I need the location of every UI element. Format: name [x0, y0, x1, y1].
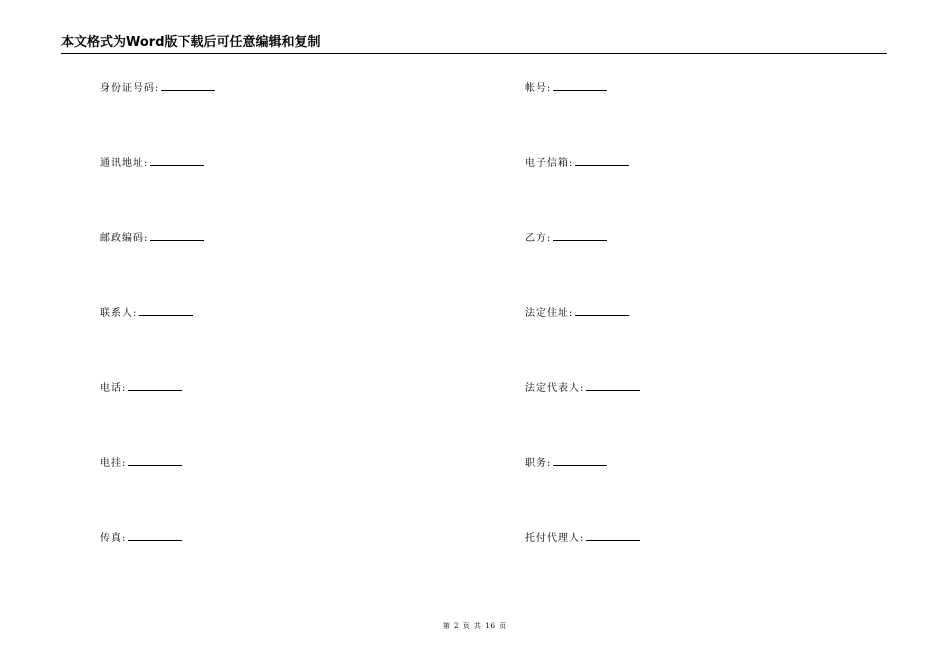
field-blank-line[interactable] [575, 304, 629, 316]
field-phone [100, 379, 182, 396]
field-label: 职务: [525, 458, 552, 469]
field-blank-line[interactable] [150, 229, 204, 241]
field-label: 传真: [100, 533, 127, 544]
field-label: 帐号: [525, 83, 552, 94]
field-blank-line[interactable] [553, 229, 607, 241]
field-legal-representative [525, 379, 640, 396]
header-title: 本文格式为Word版下载后可任意编辑和复制 [61, 35, 321, 50]
field-fax [100, 529, 182, 546]
field-label: 托付代理人: [525, 533, 585, 544]
page-number: 第 2 页 共 16 页 [442, 622, 508, 630]
field-blank-line[interactable] [150, 154, 204, 166]
field-authorized-agent [525, 529, 640, 546]
field-blank-line[interactable] [128, 379, 182, 391]
field-blank-line[interactable] [128, 454, 182, 466]
field-email [525, 154, 629, 171]
field-label: 法定代表人: [525, 383, 585, 394]
page-header [61, 34, 887, 54]
field-label: 联系人: [100, 308, 138, 319]
field-account [525, 79, 607, 96]
field-label: 乙方: [525, 233, 552, 244]
field-label: 电话: [100, 383, 127, 394]
field-label: 邮政编码: [100, 233, 149, 244]
field-postal-code [100, 229, 204, 246]
field-label: 法定住址: [525, 308, 574, 319]
field-blank-line[interactable] [553, 79, 607, 91]
field-id-number [100, 79, 215, 96]
field-label: 电挂: [100, 458, 127, 469]
field-label: 身份证号码: [100, 83, 160, 94]
field-label: 电子信箱: [525, 158, 574, 169]
field-legal-address [525, 304, 629, 321]
field-blank-line[interactable] [586, 379, 640, 391]
field-position [525, 454, 607, 471]
field-blank-line[interactable] [553, 454, 607, 466]
field-party-b [525, 229, 607, 246]
field-contact-person [100, 304, 193, 321]
field-blank-line[interactable] [139, 304, 193, 316]
field-blank-line[interactable] [575, 154, 629, 166]
field-blank-line[interactable] [161, 79, 215, 91]
field-blank-line[interactable] [586, 529, 640, 541]
field-mailing-address [100, 154, 204, 171]
field-label: 通讯地址: [100, 158, 149, 169]
field-telegraph [100, 454, 182, 471]
field-blank-line[interactable] [128, 529, 182, 541]
